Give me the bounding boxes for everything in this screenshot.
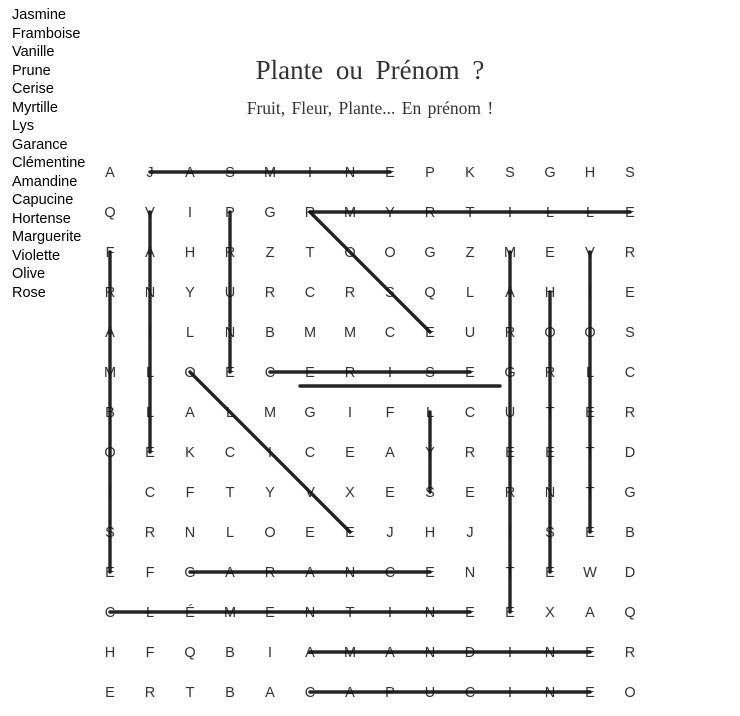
grid-cell: E	[345, 525, 355, 541]
grid-cell: G	[264, 205, 276, 221]
grid-cell: E	[225, 365, 235, 381]
grid-cell: R	[344, 285, 356, 301]
word-list-item: Vanille	[12, 44, 55, 60]
grid-cell: K	[185, 445, 195, 461]
grid-cell: T	[545, 405, 555, 421]
grid-cell: O	[184, 365, 196, 381]
grid-cell: R	[624, 245, 636, 261]
grid-cell: Y	[425, 445, 435, 461]
grid-cell: C	[384, 565, 396, 581]
grid-cell: U	[224, 285, 236, 301]
grid-cell: H	[584, 165, 596, 181]
word-list-item: Clémentine	[12, 155, 86, 171]
grid-cell: C	[304, 285, 316, 301]
grid-cell: A	[105, 165, 115, 181]
grid-cell: N	[344, 565, 356, 581]
grid-cell: M	[223, 605, 237, 621]
grid-cell: V	[305, 485, 315, 501]
grid-cell: M	[503, 245, 517, 261]
grid-cell: Q	[424, 285, 436, 301]
grid-cell: N	[544, 485, 556, 501]
grid-cell: E	[625, 285, 635, 301]
grid-cell: M	[303, 325, 317, 341]
grid-cell: J	[386, 525, 394, 541]
grid-cell: B	[225, 685, 235, 701]
grid-cell: X	[545, 605, 555, 621]
grid-cell: S	[225, 165, 235, 181]
grid-cell: L	[545, 205, 555, 221]
grid-cell: F	[185, 485, 195, 501]
grid-cell: S	[425, 485, 435, 501]
grid-cell: E	[505, 605, 515, 621]
grid-cell: O	[384, 245, 396, 261]
grid-cell: R	[504, 325, 516, 341]
grid-cell: T	[585, 445, 595, 461]
grid-cell: I	[587, 285, 593, 301]
grid-cell: Y	[185, 285, 195, 301]
grid-cell: K	[465, 165, 475, 181]
grid-cell: O	[344, 245, 356, 261]
grid-cell: M	[263, 405, 277, 421]
grid-cell: E	[585, 405, 595, 421]
grid-cell: G	[544, 165, 556, 181]
grid-cell: C	[304, 445, 316, 461]
grid-cell: I	[387, 365, 393, 381]
grid-cell: N	[144, 285, 156, 301]
word-list-item: Amandine	[12, 173, 78, 190]
grid-cell: M	[263, 165, 277, 181]
grid-cell: D	[464, 645, 476, 661]
grid-cell: V	[145, 205, 155, 221]
grid-cell: L	[145, 365, 155, 381]
grid-cell: L	[425, 405, 435, 421]
grid-cell: C	[384, 325, 396, 341]
grid-cell: C	[304, 685, 316, 701]
grid-cell: M	[103, 365, 117, 381]
grid-cell: E	[585, 525, 595, 541]
grid-cell: Y	[265, 485, 275, 501]
grid-cell: L	[225, 405, 235, 421]
grid-cell: C	[464, 685, 476, 701]
grid-cell: B	[625, 525, 635, 541]
grid-cell: H	[184, 245, 196, 261]
grid-cell: E	[385, 165, 395, 181]
word-list-item: Garance	[12, 136, 68, 153]
grid-cell: L	[465, 285, 475, 301]
grid-cell: P	[225, 205, 235, 221]
grid-cell: E	[545, 565, 555, 581]
grid-cell: R	[144, 525, 156, 541]
grid-cell: X	[345, 485, 355, 501]
grid-cell: O	[104, 445, 116, 461]
word-list-item: Rose	[12, 284, 46, 301]
found-word-strike	[190, 372, 353, 532]
grid-cell: G	[624, 485, 636, 501]
grid-cell: S	[625, 165, 635, 181]
grid-cell: L	[225, 525, 235, 541]
grid-cell: W	[583, 565, 597, 581]
grid-cell: N	[544, 685, 556, 701]
grid-cell: B	[265, 325, 275, 341]
grid-cell: H	[424, 525, 436, 541]
grid-cell: G	[424, 245, 436, 261]
grid-cell: N	[464, 565, 476, 581]
word-list-item: Prune	[12, 62, 51, 79]
grid-cell: U	[424, 685, 436, 701]
grid-cell: R	[144, 685, 156, 701]
grid-cell: T	[225, 485, 235, 501]
word-list-item: Framboise	[12, 25, 81, 42]
grid-cell: A	[305, 645, 315, 661]
grid-cell: T	[585, 485, 595, 501]
grid-cell: E	[385, 485, 395, 501]
grid-cell: N	[224, 325, 236, 341]
grid-cell: P	[425, 165, 435, 181]
grid-cell: L	[145, 405, 155, 421]
grid-cell: G	[184, 565, 196, 581]
grid-cell: C	[144, 485, 156, 501]
grid-cell: D	[624, 565, 636, 581]
grid-cell: Q	[624, 605, 636, 621]
grid-cell: I	[507, 525, 513, 541]
grid-cell: I	[507, 685, 513, 701]
grid-cell: E	[105, 685, 115, 701]
grid-cell: T	[305, 245, 315, 261]
grid-cell: A	[225, 565, 235, 581]
grid-cell: B	[225, 645, 235, 661]
grid-cell: T	[465, 205, 475, 221]
grid-cell: U	[504, 405, 516, 421]
grid-cell: N	[424, 645, 436, 661]
grid-cell: I	[507, 205, 513, 221]
page-subtitle: Fruit, Fleur, Plante... En prénom !	[246, 98, 494, 118]
grid-cell: H	[544, 285, 556, 301]
grid-cell: E	[105, 565, 115, 581]
grid-cell: I	[147, 325, 153, 341]
grid-cell: I	[507, 645, 513, 661]
grid-cell: T	[345, 605, 355, 621]
grid-cell: A	[385, 445, 395, 461]
grid-cell: S	[505, 165, 515, 181]
grid-cell: M	[343, 325, 357, 341]
grid-cell: S	[105, 525, 115, 541]
grid-cell: R	[104, 285, 116, 301]
grid-cell: E	[265, 605, 275, 621]
grid-cell: S	[425, 365, 435, 381]
grid-cell: A	[385, 645, 395, 661]
grid-cell: I	[267, 645, 273, 661]
grid-cell: Z	[265, 245, 275, 261]
grid-cell: A	[585, 605, 595, 621]
grid-cell: N	[304, 605, 316, 621]
grid-cell: J	[146, 165, 154, 181]
grid-cell: F	[145, 645, 155, 661]
grid-cell: C	[264, 365, 276, 381]
grid-cell: A	[505, 285, 515, 301]
grid-cell: T	[505, 565, 515, 581]
grid-cell: U	[464, 325, 476, 341]
grid-cell: E	[145, 445, 155, 461]
grid-cell: E	[585, 685, 595, 701]
grid-cell: I	[187, 205, 193, 221]
grid-cell: L	[585, 365, 595, 381]
grid-cell: Y	[385, 205, 395, 221]
grid-cell: C	[464, 405, 476, 421]
grid-cell: E	[465, 485, 475, 501]
grid-cell: I	[107, 485, 113, 501]
word-list-item: Cerise	[12, 81, 54, 97]
grid-cell: R	[624, 645, 636, 661]
grid-cell: A	[185, 405, 195, 421]
grid-cell: B	[105, 405, 115, 421]
grid-cell: G	[504, 365, 516, 381]
grid-cell: E	[465, 605, 475, 621]
grid-cell: M	[343, 645, 357, 661]
word-list-item: Jasmine	[12, 7, 66, 23]
grid-cell: N	[184, 525, 196, 541]
grid-cell: E	[545, 245, 555, 261]
grid-cell: P	[385, 685, 395, 701]
grid-cell: A	[265, 685, 275, 701]
grid-cell: R	[264, 565, 276, 581]
grid-cell: C	[104, 605, 116, 621]
grid-cell: J	[466, 525, 474, 541]
grid-cell: N	[344, 165, 356, 181]
grid-cell: A	[305, 565, 315, 581]
grid-cell: R	[464, 445, 476, 461]
grid-cell: S	[545, 525, 555, 541]
word-list-item: Olive	[12, 266, 46, 282]
grid-cell: E	[345, 445, 355, 461]
grid-cell: N	[424, 605, 436, 621]
grid-cell: A	[145, 245, 155, 261]
grid-cell: R	[264, 285, 276, 301]
grid-cell: O	[544, 325, 556, 341]
grid-cell: A	[185, 165, 195, 181]
grid-cell: O	[624, 685, 636, 701]
grid-cell: E	[425, 325, 435, 341]
grid-cell: R	[304, 205, 316, 221]
grid-cell: R	[344, 365, 356, 381]
grid-cell: Q	[104, 205, 116, 221]
grid-cell: É	[185, 605, 195, 621]
grid-cell: S	[385, 285, 395, 301]
grid-cell: O	[584, 325, 596, 341]
grid-cell: M	[343, 205, 357, 221]
grid-cell: I	[387, 605, 393, 621]
grid-cell: L	[185, 325, 195, 341]
word-list-item: Violette	[12, 247, 61, 264]
grid-cell: A	[105, 325, 115, 341]
grid-cell: F	[145, 565, 155, 581]
grid-cell: F	[105, 245, 115, 261]
grid-cell: E	[305, 525, 315, 541]
grid-cell: S	[625, 325, 635, 341]
grid-cell: O	[264, 525, 276, 541]
grid-cell: R	[504, 485, 516, 501]
grid-cell: D	[624, 445, 636, 461]
grid-cell: Z	[465, 245, 475, 261]
grid-cell: C	[624, 365, 636, 381]
grid-cell: L	[585, 205, 595, 221]
grid-cell: R	[224, 245, 236, 261]
grid-cell: E	[545, 445, 555, 461]
grid-cell: I	[307, 165, 313, 181]
word-list-item: Marguerite	[12, 229, 82, 245]
grid-cell: H	[104, 645, 116, 661]
grid-cell: E	[505, 445, 515, 461]
grid-cell: N	[544, 645, 556, 661]
grid-cell: I	[347, 405, 353, 421]
grid-cell: V	[585, 245, 595, 261]
grid-cell: A	[345, 685, 355, 701]
grid-cell: E	[585, 645, 595, 661]
word-list-item: Hortense	[12, 210, 71, 227]
word-list-item: Lys	[12, 118, 35, 134]
grid-cell: E	[625, 205, 635, 221]
grid-cell: R	[624, 405, 636, 421]
grid-cell: F	[385, 405, 395, 421]
grid-cell: R	[424, 205, 436, 221]
grid-cell: T	[185, 685, 195, 701]
grid-cell: E	[305, 365, 315, 381]
grid-cell: G	[304, 405, 316, 421]
grid-cell: E	[465, 365, 475, 381]
word-list-item: Capucine	[12, 192, 74, 208]
found-word-strike	[310, 212, 430, 332]
grid-cell: R	[544, 365, 556, 381]
grid-cell: I	[267, 445, 273, 461]
grid-cell: Q	[184, 645, 196, 661]
word-list-item: Myrtille	[12, 99, 58, 116]
grid-cell: C	[224, 445, 236, 461]
grid-cell: L	[145, 605, 155, 621]
grid-cell: E	[425, 565, 435, 581]
page-title: Plante ou Prénom ?	[255, 55, 485, 85]
